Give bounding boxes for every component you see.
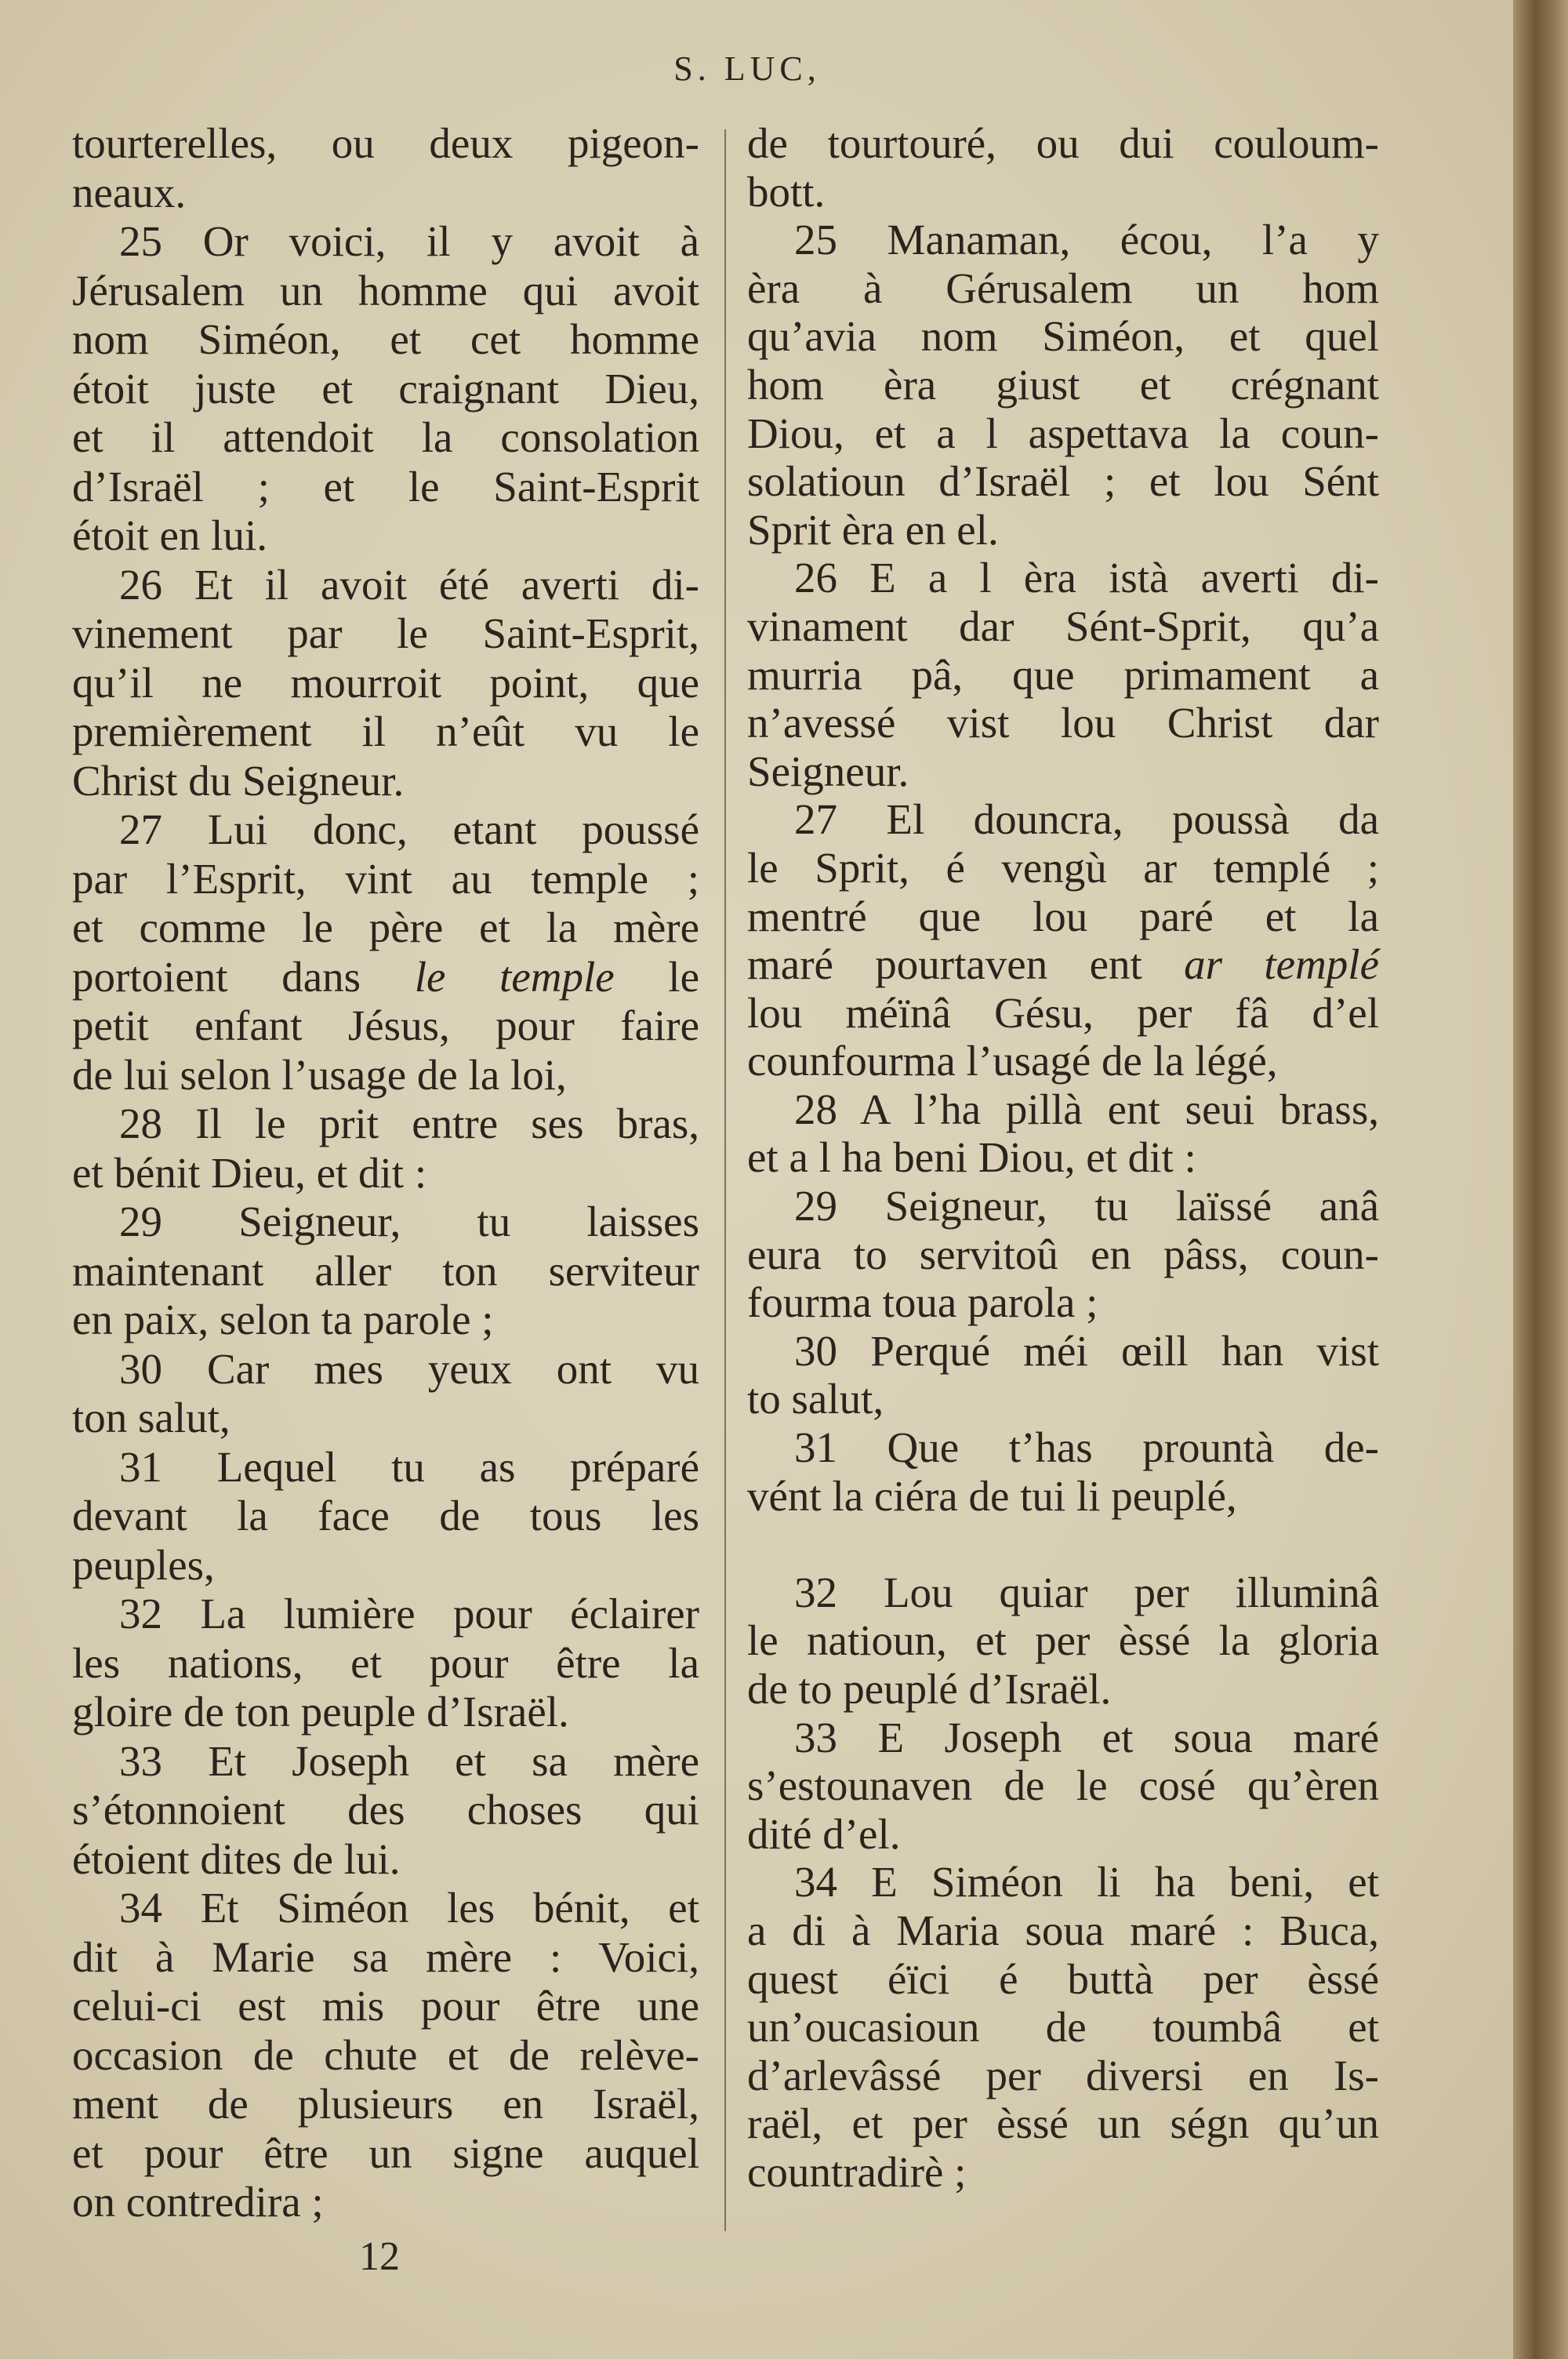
text-line: murria pâ, que primament a xyxy=(747,650,1379,699)
italic-text: ar templé xyxy=(1184,940,1379,989)
text-line: étoient dites de lui. xyxy=(72,1834,401,1883)
text-line: 27 El douncra, poussà da xyxy=(794,795,1379,844)
text-line: de to peuplé d’Israël. xyxy=(747,1665,1112,1713)
text-line: a di à Maria soua maré : Buca, xyxy=(747,1906,1379,1954)
text-line: vinament dar Sént-Sprit, qu’a xyxy=(747,602,1379,650)
text-line: 30 Perqué méi œill han vist xyxy=(794,1326,1379,1375)
text-line: 26 Et il avoit été averti di- xyxy=(119,560,699,609)
text-line: le Sprit, é vengù ar templé ; xyxy=(747,843,1379,892)
adjacent-page-edge xyxy=(1513,0,1568,2359)
text-line: counfourma l’usagé de la légé, xyxy=(747,1037,1278,1085)
text-line: vént la ciéra de tui li peuplé, xyxy=(747,1471,1237,1520)
text-line: et il attendoit la consolation xyxy=(72,413,699,461)
text-line: étoit en lui. xyxy=(72,511,267,559)
text-line: fourma toua parola ; xyxy=(747,1278,1098,1327)
text-line: 25 Manaman, écou, l’a y xyxy=(794,216,1379,264)
text-line: devant la face de tous les xyxy=(72,1492,699,1539)
text-line: dit à Marie sa mère : Voici, xyxy=(72,1932,699,1981)
text-line: 32 Lou quiar per illuminâ xyxy=(794,1568,1379,1616)
text-line: d’arlevâssé per diversi en Is- xyxy=(747,2051,1379,2099)
text-line: eura to servitoû en pâss, coun- xyxy=(747,1230,1379,1278)
text-line: par l’Esprit, vint au temple ; xyxy=(72,854,699,903)
text-line: vinement par le Saint-Esprit, xyxy=(72,609,699,657)
text-line: 30 Car mes yeux ont vu xyxy=(119,1344,699,1393)
text-line: de tourtouré, ou dui couloum- xyxy=(747,119,1379,167)
running-header: S. LUC, xyxy=(673,49,821,88)
text-line: en paix, selon ta parole ; xyxy=(72,1296,494,1343)
text-line: bott. xyxy=(747,167,826,216)
text-line: 28 A l’ha pillà ent seui brass, xyxy=(794,1085,1379,1133)
text-line: un’oucasioun de toumbâ et xyxy=(747,2003,1379,2052)
text-line: étoit juste et craignant Dieu, xyxy=(72,364,699,413)
italic-text: le temple xyxy=(414,952,615,1001)
text-line: qu’il ne mourroit point, que xyxy=(72,658,699,707)
text-line: 29 Seigneur, tu laïssé anâ xyxy=(794,1182,1379,1230)
text-line: ton salut, xyxy=(72,1394,230,1441)
text-line: Diou, et a l aspettava la coun- xyxy=(747,409,1379,457)
text-line: d’Israël ; et le Saint-Esprit xyxy=(72,462,699,511)
text-line: 34 E Siméon li ha beni, et xyxy=(794,1858,1379,1906)
text-line: hom èra giust et crégnant xyxy=(747,360,1379,409)
text-line: Jérusalem un homme qui avoit xyxy=(72,266,699,314)
text-line: Christ du Seigneur. xyxy=(72,756,405,805)
nicois-column xyxy=(747,119,1379,2197)
text-line: et comme le père et la mère xyxy=(72,903,699,951)
text-line xyxy=(747,940,1379,989)
text-line: countradirè ; xyxy=(747,2147,967,2196)
text-line: maintenant aller ton serviteur xyxy=(72,1246,699,1295)
text-line: quest éïci é buttà per èssé xyxy=(747,1954,1379,2003)
french-column xyxy=(72,119,699,2227)
text-line xyxy=(72,953,699,1002)
text-line: 33 Et Joseph et sa mère xyxy=(119,1736,699,1785)
text-line: to salut, xyxy=(747,1375,884,1423)
text-line: solatioun d’Israël ; et lou Sént xyxy=(747,457,1379,506)
text-line: Sprit èra en el. xyxy=(747,505,999,554)
text-line: les nations, et pour être la xyxy=(72,1638,699,1687)
text-line: on contredira ; xyxy=(72,2178,324,2226)
text-line: 27 Lui donc, etant poussé xyxy=(119,805,699,853)
page-number: 12 xyxy=(359,2234,400,2279)
text-segment: le xyxy=(614,952,700,1001)
text-line: nom Siméon, et cet homme xyxy=(72,315,699,363)
text-line: neaux. xyxy=(72,168,187,216)
text-line: et a l ha beni Diou, et dit : xyxy=(747,1133,1196,1182)
text-line: n’avessé vist lou Christ dar xyxy=(747,699,1379,747)
text-line: de lui selon l’usage de la loi, xyxy=(72,1050,567,1099)
text-line: premièrement il n’eût vu le xyxy=(72,707,699,755)
text-line: s’estounaven de le cosé qu’èren xyxy=(747,1761,1379,1810)
text-line xyxy=(747,1520,1379,1568)
text-line: mentré que lou paré et la xyxy=(747,892,1379,940)
text-line: 31 Que t’has prountà de- xyxy=(794,1423,1379,1472)
text-line: raël, et per èssé un ségn qu’un xyxy=(747,2099,1379,2148)
text-line: 31 Lequel tu as préparé xyxy=(119,1442,699,1491)
text-line: et bénit Dieu, et dit : xyxy=(72,1148,427,1197)
text-line: ment de plusieurs en Israël, xyxy=(72,2080,699,2128)
column-divider xyxy=(724,129,726,2231)
text-line: tourterelles, ou deux pigeon- xyxy=(72,119,699,167)
text-line: lou méïnâ Gésu, per fâ d’el xyxy=(747,988,1379,1037)
text-line: et pour être un signe auquel xyxy=(72,2128,699,2177)
text-line: 34 Et Siméon les bénit, et xyxy=(119,1884,699,1932)
text-line: 33 E Joseph et soua maré xyxy=(794,1713,1379,1761)
text-line: 29 Seigneur, tu laisses xyxy=(119,1198,699,1245)
text-line: celui-ci est mis pour être une xyxy=(72,1982,699,2030)
text-line: le natioun, et per èssé la gloria xyxy=(747,1616,1379,1665)
text-segment: portoient dans xyxy=(72,952,415,1001)
text-line: Seigneur. xyxy=(747,747,909,795)
text-line: s’étonnoient des choses qui xyxy=(72,1786,699,1834)
text-line: 32 La lumière pour éclairer xyxy=(119,1590,699,1637)
text-line: petit enfant Jésus, pour faire xyxy=(72,1001,699,1049)
text-line: peuples, xyxy=(72,1540,215,1589)
text-line: èra à Gérusalem un hom xyxy=(747,264,1379,312)
text-segment: maré pourtaven ent xyxy=(747,940,1185,989)
text-line: dité d’el. xyxy=(747,1809,901,1858)
text-line: gloire de ton peuple d’Israël. xyxy=(72,1688,569,1736)
text-line: occasion de chute et de relève- xyxy=(72,2030,699,2079)
text-line: qu’avia nom Siméon, et quel xyxy=(747,312,1379,361)
text-line: 26 E a l èra istà averti di- xyxy=(794,554,1379,602)
text-line: 25 Or voici, il y avoit à xyxy=(119,217,699,265)
text-line: 28 Il le prit entre ses bras, xyxy=(119,1100,699,1147)
